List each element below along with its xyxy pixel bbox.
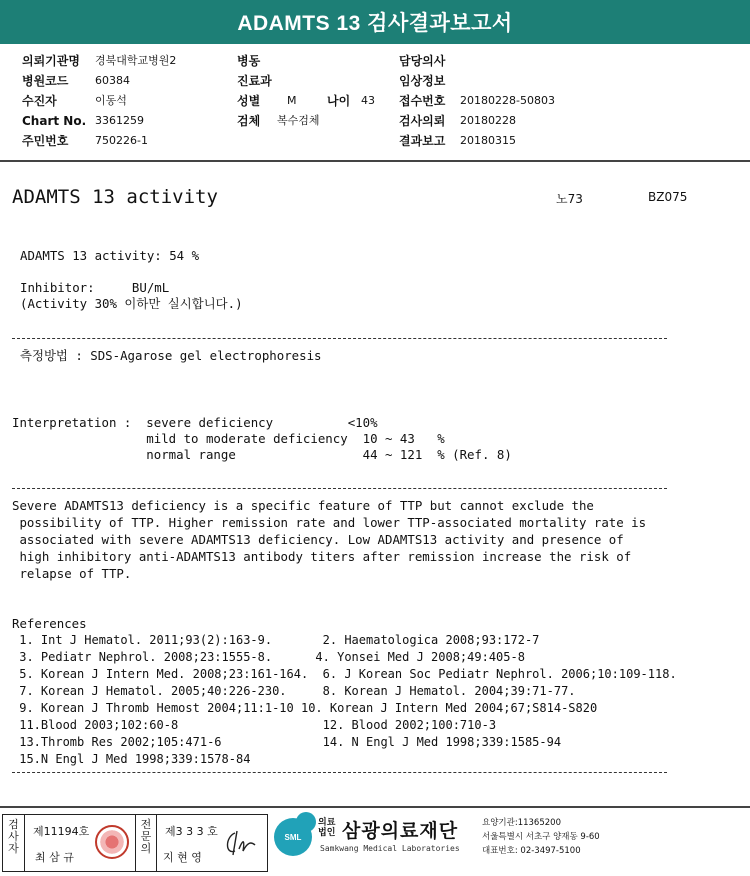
chart-no-value: 3361259 xyxy=(95,114,144,127)
vlabel-char: 자 xyxy=(8,842,19,855)
report-title: ADAMTS 13 검사결과보고서 xyxy=(0,0,750,44)
receipt-no-value: 20180228-50803 xyxy=(460,94,555,107)
interpretation-line: normal range 44 ~ 121 % (Ref. 8) xyxy=(12,447,512,462)
inhibitor-result: Inhibitor: BU/mL xyxy=(20,280,170,295)
test-code-2: BZ075 xyxy=(648,190,688,204)
confirmer-vertical-label xyxy=(135,815,157,871)
corp-english-name: Samkwang Medical Laboratories xyxy=(320,844,460,853)
report-date-value: 20180315 xyxy=(460,134,516,147)
vlabel-char: 사 xyxy=(8,830,19,843)
reference-line: 11.Blood 2003;102:60-8 12. Blood 2002;100:710-3 xyxy=(12,718,497,732)
hospital-code-value: 60384 xyxy=(95,74,130,87)
vlabel-char: 의 xyxy=(140,842,152,855)
dashed-divider xyxy=(12,772,667,773)
age-value: 43 xyxy=(361,94,375,107)
header-divider xyxy=(0,160,750,162)
hospital-code-label: 병원코드 xyxy=(22,74,69,88)
specimen-value: 복수검체 xyxy=(277,114,320,127)
ward-label: 병동 xyxy=(237,54,261,68)
comment-line: possibility of TTP. Higher remission rate and lower TTP-associated mortality rate is xyxy=(12,515,647,530)
request-date-value: 20180228 xyxy=(460,114,516,127)
corp-address: 서울특별시 서초구 양재동 9-60 xyxy=(482,832,600,842)
dashed-divider xyxy=(12,338,667,339)
reference-line: 3. Pediatr Nephrol. 2008;23:1555-8. 4. Yonsei Med J 2008;49:405-8 xyxy=(12,650,525,664)
recipient-value: 이동석 xyxy=(95,94,127,107)
corp-prefix xyxy=(318,818,335,838)
reference-line: 13.Thromb Res 2002;105:471-6 14. N Engl J Med 1998;339:1585-94 xyxy=(12,735,562,749)
interpretation-line: Interpretation : severe deficiency <10% xyxy=(12,415,378,430)
comment-line: associated with severe ADAMTS13 deficiency. Low ADAMTS13 activity and presence of xyxy=(12,532,624,547)
activity-result: ADAMTS 13 activity: 54 % xyxy=(20,248,200,263)
corp-prefix-line: 법인 xyxy=(318,828,336,838)
reference-line: 9. Korean J Thromb Hemost 2004;11:1-10 10. Korean J Intern Med 2004;67;S814-S820 xyxy=(12,701,598,715)
test-heading: ADAMTS 13 activity xyxy=(12,186,218,208)
doctor-label: 담당의사 xyxy=(399,54,446,68)
vlabel-char: 전 xyxy=(140,818,152,831)
references-heading: References xyxy=(12,616,87,631)
method-line: 측정방법 : SDS-Agarose gel electrophoresis xyxy=(20,348,322,363)
resident-no-value: 750226-1 xyxy=(95,134,148,147)
comment-line: Severe ADAMTS13 deficiency is a specific feature of TTP but cannot exclude the xyxy=(12,498,594,513)
confirmer-name: 지 현 영 xyxy=(163,851,202,864)
reference-line: 1. Int J Hematol. 2011;93(2):163-9. 2. Haematologica 2008;93:172-7 xyxy=(12,633,540,647)
vlabel-char: 문 xyxy=(140,830,152,843)
examiner-license-no: 제11194호 xyxy=(33,825,90,838)
reference-line: 5. Korean J Intern Med. 2008;23:161-164. 6. J Korean Soc Pediatr Nephrol. 2006;10:109-118. xyxy=(12,667,677,681)
official-seal-icon xyxy=(95,825,129,859)
inhibitor-note: (Activity 30% 이하만 실시합니다.) xyxy=(20,296,243,311)
examiner-vertical-label xyxy=(3,815,25,871)
report-label: 결과보고 xyxy=(399,134,446,148)
receipt-no-label: 접수번호 xyxy=(399,94,446,108)
department-label: 진료과 xyxy=(237,74,272,88)
resident-no-label: 주민번호 xyxy=(22,134,69,148)
interpretation-line: mild to moderate deficiency 10 ~ 43 % xyxy=(12,431,445,446)
vlabel-char: 검 xyxy=(8,818,19,831)
sex-value: M xyxy=(287,94,297,107)
request-label: 검사의뢰 xyxy=(399,114,446,128)
report-footer xyxy=(0,806,750,876)
corp-name: 삼광의료재단 xyxy=(342,820,459,842)
signature-icon xyxy=(221,825,261,861)
reference-line: 15.N Engl J Med 1998;339:1578-84 xyxy=(12,752,251,766)
institution-label: 의뢰기관명 xyxy=(22,54,80,68)
examiner-name: 최 삼 규 xyxy=(35,851,74,864)
patient-info xyxy=(0,52,750,152)
age-label: 나이 xyxy=(327,94,351,108)
corp-phone: 대표번호: 02-3497-5100 xyxy=(482,846,581,856)
signature-box xyxy=(2,814,268,872)
sex-label: 성별 xyxy=(237,94,261,108)
comment-line: relapse of TTP. xyxy=(12,566,132,581)
specimen-label: 검체 xyxy=(237,114,261,128)
comment-line: high inhibitory anti-ADAMTS13 antibody titers after remission increase the risk of xyxy=(12,549,632,564)
confirmer-license-no: 제3 3 3 호 xyxy=(165,825,218,838)
sml-logo-icon: SML xyxy=(274,818,312,856)
reference-line: 7. Korean J Hematol. 2005;40:226-230. 8. Korean J Hematol. 2004;39:71-77. xyxy=(12,684,576,698)
chart-no-label: Chart No. xyxy=(22,114,87,128)
corp-code: 요양기관:11365200 xyxy=(482,818,561,828)
dashed-divider xyxy=(12,488,667,489)
clinical-label: 임상정보 xyxy=(399,74,446,88)
test-code-1: 노73 xyxy=(556,192,583,206)
institution-value: 경북대학교병원2 xyxy=(95,54,177,67)
recipient-label: 수진자 xyxy=(22,94,57,108)
corp-prefix-line: 의료 xyxy=(318,818,336,828)
